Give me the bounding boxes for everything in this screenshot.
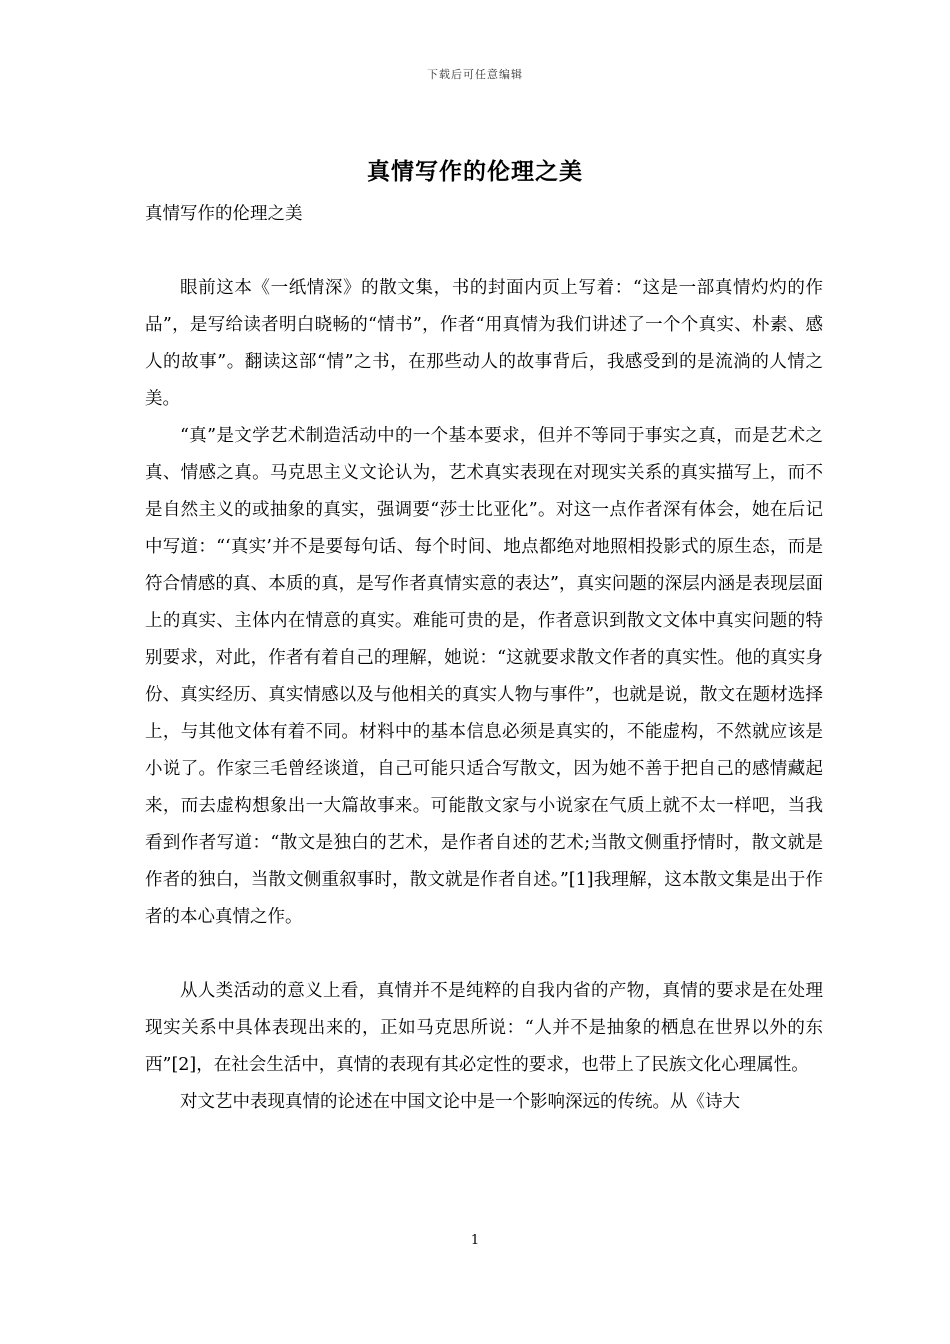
page-number: 1 [470,1233,480,1248]
paragraph-2: “真”是文学艺术制造活动中的一个基本要求，但并不等同于事实之真，而是艺术之真、情感之真。马克思主义文论认为，艺术真实表现在对现实关系的真实描写上，而不是自然主义的或抽象的真实，强调要“莎士比亚化”。对这一点作者深有体会，她在后记中写道：“‘真实’并不是要每句话、每个时间、地点都绝对地照相投影式的原生态，而是符合情感的真、本质的真，是写作者真情实意的表达”，真实问题的深层内涵是表现层面上的真实、主体内在情意的真实。难能可贵的是，作者意识到散文文体中真实问题的特别要求，对此，作者有着自己的理解，她说：“这就要求散文作者的真实性。他的真实身份、真实经历、真实情感以及与他相关的真实人物与事件”，也就是说，散文在题材选择上，与其他文体有着不同。材料中的基本信息必须是真实的，不能虚构，不然就应该是小说了。作家三毛曾经谈道，自己可能只适合写散文，因为她不善于把自己的感情藏起来，而去虚构想象出一大篇故事来。可能散文家与小说家在气质上就不太一样吧，当我看到作者写道：“散文是独白的艺术，是作者自述的艺术;当散文侧重抒情时，散文就是作者的独白，当散文侧重叙事时，散文就是作者自述。”[1]我理解，这本散文集是出于作者的本心真情之作。 [145,426,823,927]
blank-line [145,936,823,973]
header-note: 下载后可任意编辑 [427,68,523,81]
paragraph-1: 眼前这本《一纸情深》的散文集，书的封面内页上写着：“这是一部真情灼灼的作品”，是写给读者明白晓畅的“情书”，作者“用真情为我们讲述了一个个真实、朴素、感人的故事”。翻读这部“情”之书，在那些动人的故事背后，我感受到的是流淌的人情之美。 [145,278,823,409]
document-title: 真情写作的伦理之美 [367,158,583,185]
blank-line [145,233,823,270]
paragraph-3: 从人类活动的意义上看，真情并不是纯粹的自我内省的产物，真情的要求是在处理现实关系中具体表现出来的，正如马克思所说：“人并不是抽象的栖息在世界以外的东西”[2]，在社会生活中，真情的表现有其必定性的要求，也带上了民族文化心理属性。 [145,981,823,1075]
paragraph-4: 对文艺中表现真情的论述在中国文论中是一个影响深远的传统。从《诗大 [180,1092,740,1112]
document-subtitle: 真情写作的伦理之美 [145,204,303,224]
document-body [145,196,823,1121]
